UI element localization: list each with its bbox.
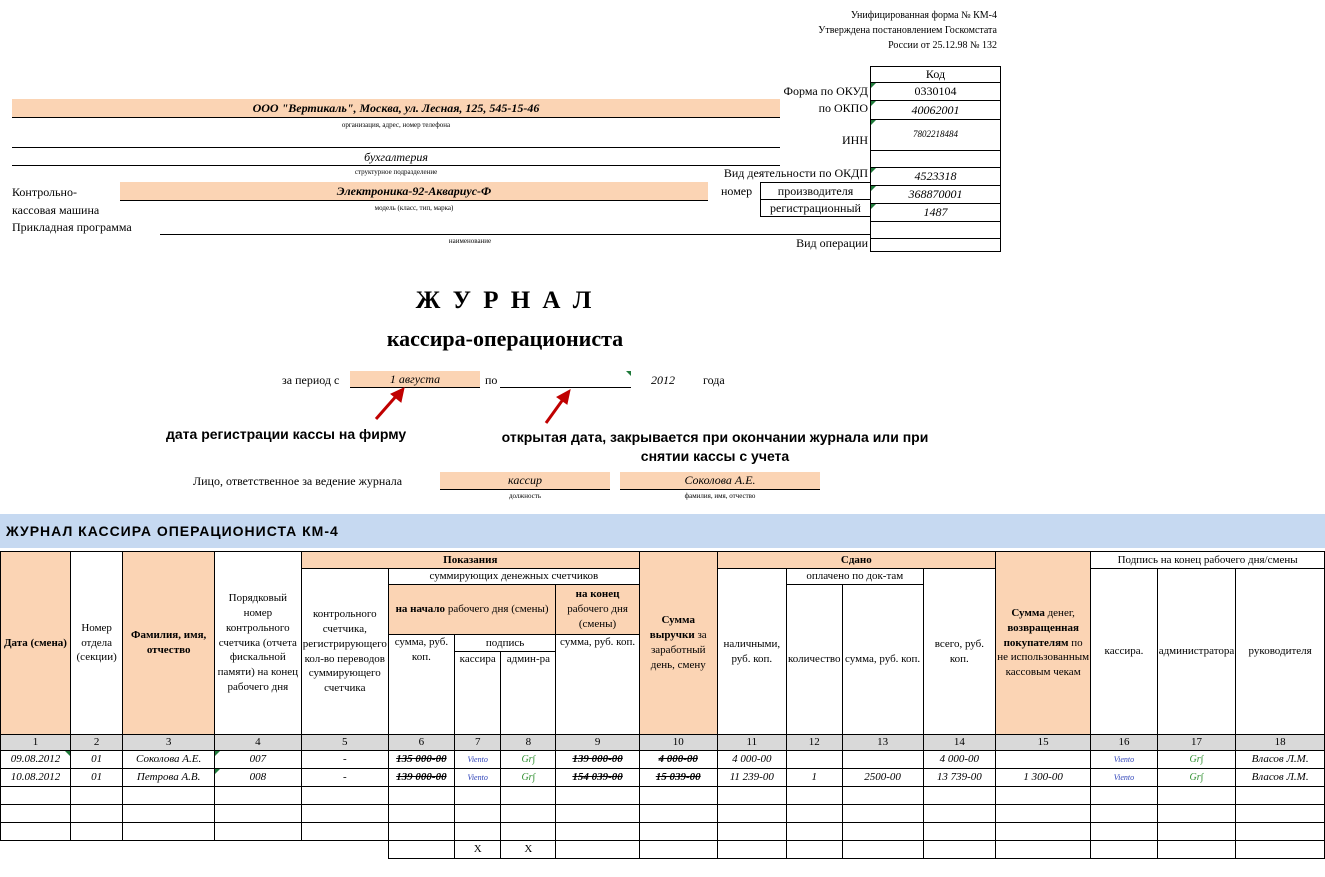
col-num: 13	[842, 735, 923, 751]
period-from: 1 августа	[350, 371, 480, 388]
col-num: 18	[1236, 735, 1325, 751]
cell-sign-admin	[501, 751, 556, 769]
table-totals-row	[1, 841, 1325, 859]
col-num: 5	[301, 735, 388, 751]
department-caption: структурное подразделение	[354, 168, 438, 176]
col-num: 14	[923, 735, 995, 751]
cell-start: 139 000-00	[388, 769, 454, 787]
col-num: 10	[639, 735, 717, 751]
cell-docs	[842, 751, 923, 769]
program-line	[160, 220, 870, 235]
signature-image: Viento	[467, 773, 488, 783]
col-num: 3	[123, 735, 215, 751]
col-num: 4	[214, 735, 301, 751]
cell-end: 139 000-00	[556, 751, 640, 769]
operation-label: Вид операции	[796, 236, 868, 250]
cell-head: Власов Л.М.	[1236, 769, 1325, 787]
signature-image: Viento	[467, 755, 488, 765]
note-right-line-1: открытая дата, закрывается при окончании журнала или при	[501, 429, 929, 445]
header-date: Дата (смена)	[1, 552, 71, 735]
cell-sign-end-cashier	[1091, 751, 1157, 769]
cell-sign-admin	[501, 769, 556, 787]
okud-label: Форма по ОКУД	[783, 84, 868, 98]
col-num: 8	[501, 735, 556, 751]
header-returned: Сумма денег, возвращенная покупателям по не использованным кассовым чекам	[996, 552, 1091, 735]
header-summing: суммирующих денежных счетчиков	[388, 569, 639, 585]
header-control: контрольного счетчика, регистрирующего кол-во переводов суммирующего счетчика	[301, 569, 388, 735]
signature-image: Gr∫	[521, 754, 536, 766]
signature-image: Gr∫	[1189, 754, 1204, 766]
cell-qty: 1	[787, 769, 843, 787]
table-row	[1, 751, 1325, 769]
header-counter-no: Порядковый номер контрольного счетчика (отчета фискальной памяти) на конец рабочего дня	[214, 552, 301, 735]
cell-counter: 007	[214, 751, 301, 769]
x-mark-admin: X	[501, 841, 556, 859]
header-start-sum: сумма, руб. коп.	[388, 635, 454, 735]
responsible-position: кассир	[440, 472, 610, 490]
okdp-label: Вид деятельности по ОКДП	[723, 166, 868, 180]
col-num: 6	[388, 735, 454, 751]
header-dept: Номер отдела (секции)	[70, 552, 122, 735]
period-year-suffix: года	[703, 373, 725, 387]
header-start: на начало рабочего дня (смены)	[388, 585, 555, 635]
journal-table	[0, 551, 1325, 859]
header-paid-docs: оплачено по док-там	[787, 569, 924, 585]
org-name: ООО "Вертикаль", Москва, ул. Лесная, 125, 545-15-46	[12, 99, 780, 118]
note-right	[450, 428, 980, 466]
header-readings: Показания	[301, 552, 639, 569]
manufacturer-code: 368870001	[871, 186, 1000, 204]
x-mark-cashier: X	[454, 841, 501, 859]
cell-counter: 008	[214, 769, 301, 787]
cell-start: 135 000-00	[388, 751, 454, 769]
header-handed: Сдано	[717, 552, 995, 569]
col-num: 11	[717, 735, 786, 751]
manufacturer-label: производителя	[760, 182, 871, 200]
cell-sign-cashier	[454, 751, 501, 769]
org-extra-line	[12, 135, 780, 148]
signature-image: Gr∫	[521, 772, 536, 784]
header-cashier: кассира	[454, 652, 501, 735]
table-row	[1, 769, 1325, 787]
header-fio: Фамилия, имя, отчество	[123, 552, 215, 735]
col-num: 15	[996, 735, 1091, 751]
cell-date: 09.08.2012	[1, 751, 71, 769]
period-year: 2012	[651, 373, 675, 387]
col-num: 16	[1091, 735, 1157, 751]
column-numbers-row	[1, 735, 1325, 751]
signature-image: Gr∫	[1189, 772, 1204, 784]
registration-label: регистрационный	[760, 199, 871, 217]
program-label: Прикладная программа	[12, 220, 132, 234]
cell-total: 13 739-00	[923, 769, 995, 787]
responsible-name-caption: фамилия, имя, отчество	[684, 492, 756, 500]
code-title: Код	[871, 67, 1000, 83]
arrow-right-icon	[546, 390, 570, 423]
cell-sign-end-cashier	[1091, 769, 1157, 787]
cell-fio: Соколова А.Е.	[123, 751, 215, 769]
okdp-code: 4523318	[871, 168, 1000, 186]
table-row-empty	[1, 823, 1325, 841]
cell-sign-end-admin	[1157, 769, 1236, 787]
col-num: 9	[556, 735, 640, 751]
kkm-label-1: Контрольно-	[12, 185, 77, 199]
col-num: 7	[454, 735, 501, 751]
arrow-icons	[360, 385, 590, 425]
header-qty: количество	[787, 585, 843, 735]
cell-end: 154 039-00	[556, 769, 640, 787]
unified-form-label: Унифицированная форма № КМ-4	[850, 10, 997, 21]
arrow-left-icon	[376, 388, 404, 419]
header-sign-end: Подпись на конец рабочего дня/смены	[1091, 552, 1325, 569]
inn-label: ИНН	[842, 133, 868, 147]
header-end-sum: сумма, руб. коп.	[556, 635, 640, 735]
cell-date: 10.08.2012	[1, 769, 71, 787]
col-num: 17	[1157, 735, 1236, 751]
inn-code: 7802218484	[871, 120, 1000, 151]
cell-cash: 11 239-00	[717, 769, 786, 787]
note-right-line-2: снятии кассы с учета	[640, 448, 790, 464]
kkm-caption: модель (класс, тип, марка)	[374, 204, 454, 212]
department: бухгалтерия	[12, 150, 780, 166]
code-box	[870, 66, 1001, 252]
note-left: дата регистрации кассы на фирму	[166, 426, 407, 442]
col-num: 1	[1, 735, 71, 751]
signature-image: Viento	[1113, 755, 1135, 765]
header-sign-head: руководителя	[1236, 569, 1325, 735]
operation-code	[871, 239, 1000, 255]
program-caption: наименование	[448, 237, 492, 245]
signature-image: Viento	[1113, 773, 1135, 783]
kkm-model: Электроника-92-Аквариус-Ф	[120, 182, 708, 201]
table-row-empty	[1, 787, 1325, 805]
cell-revenue: 15 039-00	[639, 769, 717, 787]
header-docs-sum: сумма, руб. коп.	[842, 585, 923, 735]
header-total: всего, руб. коп.	[923, 569, 995, 735]
okud-code: 0330104	[871, 83, 1000, 101]
responsible-name: Соколова А.Е.	[620, 472, 820, 490]
code-empty-row-2	[871, 222, 1000, 239]
journal-banner: ЖУРНАЛ КАССИРА ОПЕРАЦИОНИСТА КМ-4	[0, 514, 1325, 548]
cell-head: Власов Л.М.	[1236, 751, 1325, 769]
code-empty-row	[871, 151, 1000, 168]
cell-sign-end-admin	[1157, 751, 1236, 769]
journal-subtitle: кассира-операциониста	[386, 326, 624, 351]
header-cash: наличными, руб. коп.	[717, 569, 786, 735]
registration-code: 1487	[871, 204, 1000, 222]
cell-total: 4 000-00	[923, 751, 995, 769]
header-sign-admin: администратора	[1157, 569, 1236, 735]
cell-qty	[787, 751, 843, 769]
number-label: номер	[721, 184, 753, 198]
org-name-caption: организация, адрес, номер телефона	[341, 121, 451, 129]
form-header	[818, 8, 997, 53]
kkm-label-2: кассовая машина	[12, 203, 100, 217]
okpo-label: по ОКПО	[818, 101, 868, 115]
header-admin: админ-ра	[501, 652, 556, 735]
cell-sign-cashier	[454, 769, 501, 787]
responsible-label: Лицо, ответственное за ведение журнала	[193, 474, 403, 488]
cell-dept: 01	[70, 769, 122, 787]
col-num: 12	[787, 735, 843, 751]
cell-revenue: 4 000-00	[639, 751, 717, 769]
cell-dept: 01	[70, 751, 122, 769]
journal-title: Ж У Р Н А Л	[415, 287, 595, 314]
header-revenue: Сумма выручки за заработный день, смену	[639, 552, 717, 735]
period-prefix: за период с	[282, 373, 340, 387]
col-num: 2	[70, 735, 122, 751]
responsible-position-caption: должность	[508, 492, 542, 500]
header-end: на конец рабочего дня (смены)	[556, 585, 640, 635]
header-signature: подпись	[454, 635, 555, 652]
header-sign-cashier: кассира.	[1091, 569, 1157, 735]
approved-date-label: России от 25.12.98 № 132	[888, 40, 997, 51]
cell-returned: 1 300-00	[996, 769, 1091, 787]
table-row-empty	[1, 805, 1325, 823]
okpo-code: 40062001	[871, 101, 1000, 120]
cell-returned	[996, 751, 1091, 769]
cell-docs: 2500-00	[842, 769, 923, 787]
cell-cash: 4 000-00	[717, 751, 786, 769]
cell-control: -	[301, 751, 388, 769]
cell-fio: Петрова А.В.	[123, 769, 215, 787]
period-to-label: по	[485, 373, 498, 387]
cell-control: -	[301, 769, 388, 787]
approved-label: Утверждена постановлением Госкомстата	[818, 25, 997, 36]
